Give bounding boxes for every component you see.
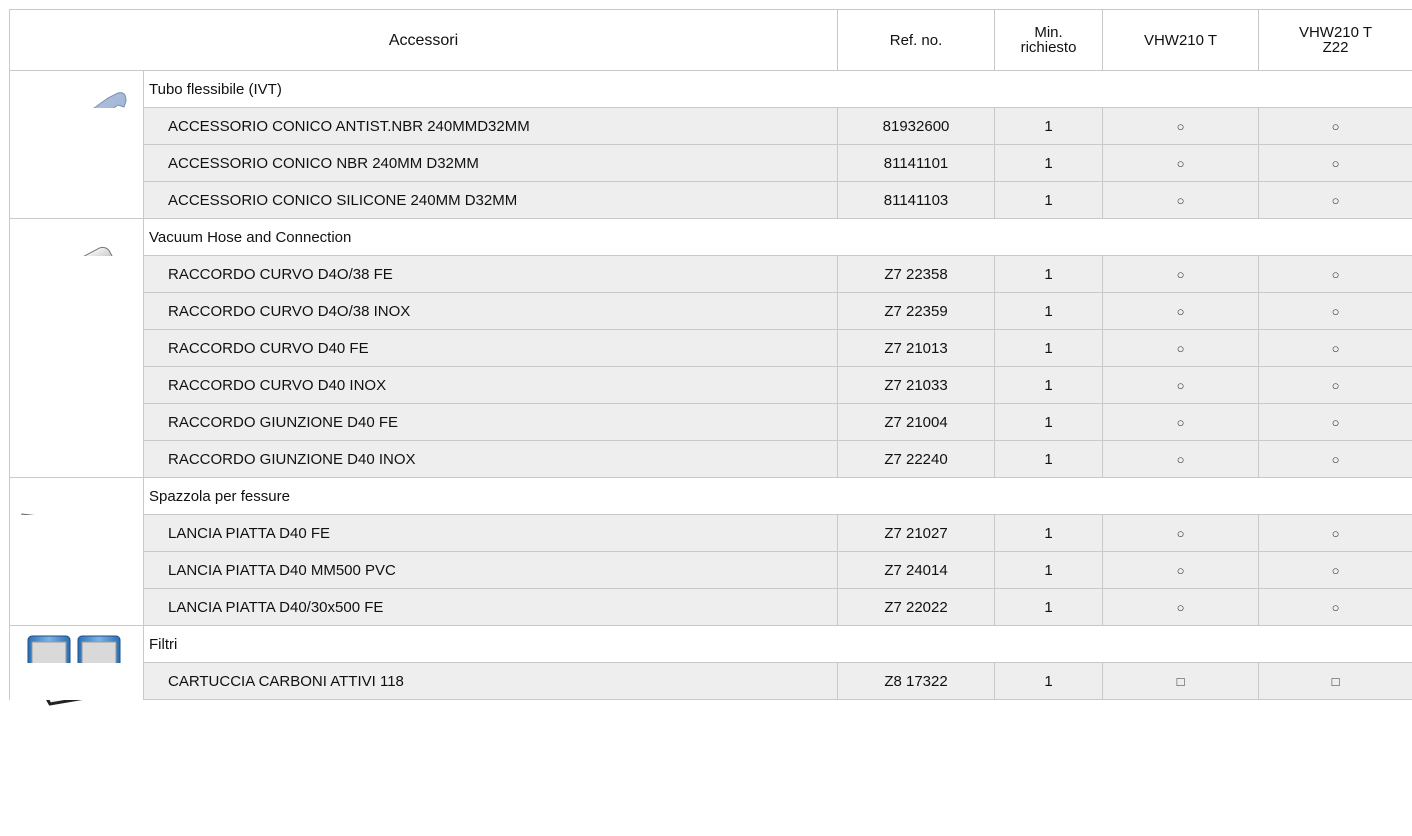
item-model1-mark: ○ <box>1103 441 1259 478</box>
item-model2-mark: □ <box>1259 663 1412 700</box>
item-model1-mark: ○ <box>1103 293 1259 330</box>
item-model1-mark: □ <box>1103 663 1259 700</box>
table-row <box>10 515 1412 552</box>
metal-connector-image <box>10 219 144 256</box>
image-cell-spacer <box>10 589 144 626</box>
item-model1-mark: ○ <box>1103 367 1259 404</box>
item-name: LANCIA PIATTA D40/30x500 FE <box>144 589 838 626</box>
header-accessories: Accessori <box>10 10 838 71</box>
item-model1-mark: ○ <box>1103 145 1259 182</box>
category-row <box>10 478 1412 515</box>
item-model2-mark: ○ <box>1259 515 1412 552</box>
item-ref: 81141103 <box>838 182 995 219</box>
table-row <box>10 256 1412 293</box>
item-model2-mark: ○ <box>1259 256 1412 293</box>
item-name: RACCORDO CURVO D40 INOX <box>144 367 838 404</box>
image-cell-spacer <box>10 515 144 552</box>
table-row <box>10 663 1412 700</box>
item-name: CARTUCCIA CARBONI ATTIVI 118 <box>144 663 838 700</box>
item-model1-mark: ○ <box>1103 552 1259 589</box>
table-row <box>10 293 1412 330</box>
item-min: 1 <box>995 182 1103 219</box>
item-name: RACCORDO GIUNZIONE D40 INOX <box>144 441 838 478</box>
image-cell-spacer <box>10 293 144 330</box>
table-row <box>10 441 1412 478</box>
item-ref: Z7 22022 <box>838 589 995 626</box>
item-min: 1 <box>995 330 1103 367</box>
item-model1-mark: ○ <box>1103 515 1259 552</box>
item-name: ACCESSORIO CONICO SILICONE 240MM D32MM <box>144 182 838 219</box>
item-model2-mark: ○ <box>1259 145 1412 182</box>
table-row <box>10 367 1412 404</box>
item-ref: Z7 22358 <box>838 256 995 293</box>
category-label: Spazzola per fessure <box>144 478 1412 515</box>
image-cell-spacer <box>10 108 144 145</box>
category-label: Vacuum Hose and Connection <box>144 219 1412 256</box>
header-model-vhw210t-z22 <box>1259 10 1412 71</box>
header-ref: Ref. no. <box>838 10 995 71</box>
header-model2-line2: Z22 <box>1322 39 1349 56</box>
item-min: 1 <box>995 145 1103 182</box>
item-ref: Z8 17322 <box>838 663 995 700</box>
item-model2-mark: ○ <box>1259 589 1412 626</box>
item-name: RACCORDO CURVO D40 FE <box>144 330 838 367</box>
item-name: ACCESSORIO CONICO NBR 240MM D32MM <box>144 145 838 182</box>
item-min: 1 <box>995 552 1103 589</box>
item-name: LANCIA PIATTA D40 FE <box>144 515 838 552</box>
item-ref: Z7 21027 <box>838 515 995 552</box>
image-cell-spacer <box>10 182 144 219</box>
category-row <box>10 626 1412 663</box>
table-row <box>10 182 1412 219</box>
item-min: 1 <box>995 293 1103 330</box>
item-ref: Z7 21013 <box>838 330 995 367</box>
item-model2-mark: ○ <box>1259 330 1412 367</box>
item-min: 1 <box>995 589 1103 626</box>
crevice-nozzle-image <box>10 478 144 515</box>
header-min-line1: Min. <box>1034 24 1063 41</box>
item-name: ACCESSORIO CONICO ANTIST.NBR 240MMD32MM <box>144 108 838 145</box>
item-model2-mark: ○ <box>1259 108 1412 145</box>
category-label: Filtri <box>144 626 1412 663</box>
item-model2-mark: ○ <box>1259 293 1412 330</box>
image-cell-spacer <box>10 367 144 404</box>
item-model1-mark: ○ <box>1103 108 1259 145</box>
item-name: LANCIA PIATTA D40 MM500 PVC <box>144 552 838 589</box>
item-min: 1 <box>995 441 1103 478</box>
image-cell-spacer <box>10 552 144 589</box>
item-min: 1 <box>995 663 1103 700</box>
item-min: 1 <box>995 108 1103 145</box>
header-min-line2: richiesto <box>1020 39 1077 56</box>
image-cell-spacer <box>10 404 144 441</box>
accessories-table-wrapper <box>9 9 1412 700</box>
category-row <box>10 71 1412 108</box>
item-ref: 81932600 <box>838 108 995 145</box>
item-model1-mark: ○ <box>1103 256 1259 293</box>
item-model1-mark: ○ <box>1103 404 1259 441</box>
table-row <box>10 589 1412 626</box>
item-ref: Z7 21004 <box>838 404 995 441</box>
image-cell-spacer <box>10 663 144 700</box>
header-min-required <box>995 10 1103 71</box>
item-name: RACCORDO CURVO D4O/38 INOX <box>144 293 838 330</box>
item-model2-mark: ○ <box>1259 182 1412 219</box>
image-cell-spacer <box>10 441 144 478</box>
table-header-row <box>10 10 1412 71</box>
table-row <box>10 108 1412 145</box>
item-name: RACCORDO GIUNZIONE D40 FE <box>144 404 838 441</box>
flexible-hose-image <box>10 71 144 108</box>
item-model1-mark: ○ <box>1103 330 1259 367</box>
category-row <box>10 219 1412 256</box>
image-cell-spacer <box>10 330 144 367</box>
item-ref: Z7 22240 <box>838 441 995 478</box>
item-ref: 81141101 <box>838 145 995 182</box>
item-ref: Z7 21033 <box>838 367 995 404</box>
category-label: Tubo flessibile (IVT) <box>144 71 1412 108</box>
item-min: 1 <box>995 367 1103 404</box>
header-model-vhw210t: VHW210 T <box>1103 10 1259 71</box>
filters-image <box>10 626 144 663</box>
item-name: RACCORDO CURVO D4O/38 FE <box>144 256 838 293</box>
header-model2-line1: VHW210 T <box>1298 24 1373 41</box>
item-min: 1 <box>995 404 1103 441</box>
accessories-table <box>9 9 1412 700</box>
item-model2-mark: ○ <box>1259 552 1412 589</box>
table-row <box>10 330 1412 367</box>
item-model1-mark: ○ <box>1103 182 1259 219</box>
item-model2-mark: ○ <box>1259 367 1412 404</box>
item-model1-mark: ○ <box>1103 589 1259 626</box>
image-cell-spacer <box>10 256 144 293</box>
item-min: 1 <box>995 515 1103 552</box>
table-row <box>10 404 1412 441</box>
image-cell-spacer <box>10 145 144 182</box>
item-min: 1 <box>995 256 1103 293</box>
table-row <box>10 552 1412 589</box>
table-row <box>10 145 1412 182</box>
item-ref: Z7 22359 <box>838 293 995 330</box>
item-model2-mark: ○ <box>1259 441 1412 478</box>
item-model2-mark: ○ <box>1259 404 1412 441</box>
item-ref: Z7 24014 <box>838 552 995 589</box>
